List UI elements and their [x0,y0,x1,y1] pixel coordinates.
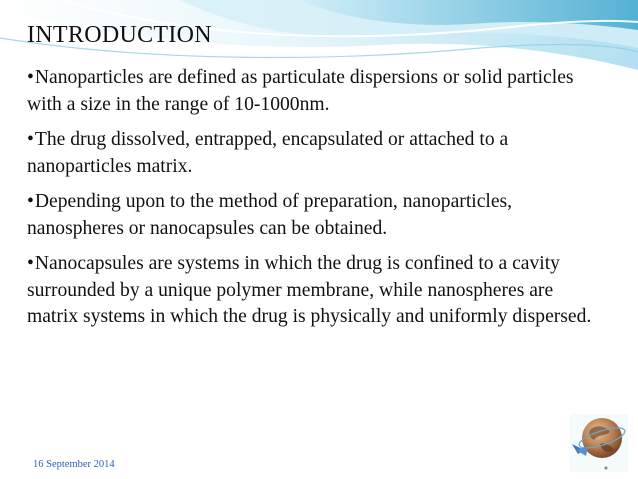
bullet-text: Nanocapsules are systems in which the drug is confined to a cavity surrounded by a unique polymer membrane, while nanospheres are matrix systems in which the drug is physically and uniformly dispersed. [27,253,592,327]
bullet-text: The drug dissolved, entrapped, encapsulated or attached to a nanoparticles matrix. [27,129,509,177]
footer-date: 16 September 2014 [33,459,115,470]
bullet-marker: • [27,191,34,212]
bullet-marker: • [27,67,34,88]
bullet-item [27,65,592,118]
slide-title: INTRODUCTION [27,22,212,48]
bullet-text: Nanoparticles are defined as particulate dispersions or solid particles with a size in the range of 10-1000nm. [27,67,574,115]
bullet-item [27,127,592,180]
bullet-list [27,65,592,340]
bullet-text: Depending upon to the method of preparation, nanoparticles, nanospheres or nanocapsules can be obtained. [27,191,513,239]
bullet-item [27,251,592,331]
bullet-marker: • [27,129,34,150]
bullet-marker: • [27,253,34,274]
bullet-item [27,189,592,242]
globe-icon [566,410,632,476]
